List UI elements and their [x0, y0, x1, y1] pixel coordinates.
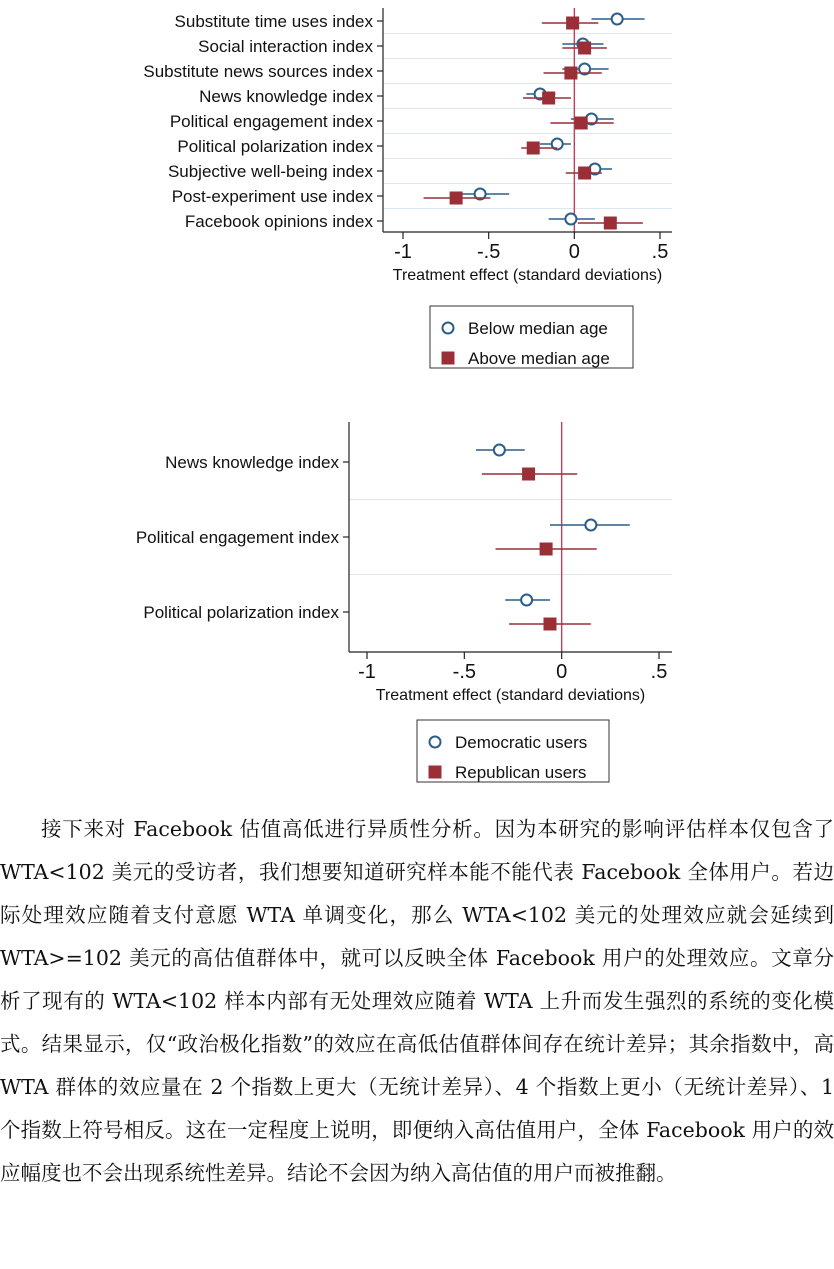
point-estimate-circle — [612, 14, 623, 25]
legend-label: Above median age — [468, 349, 610, 368]
point-estimate-square — [540, 543, 553, 556]
category-label: Political polarization index — [177, 137, 373, 156]
point-estimate-square — [542, 92, 555, 105]
x-tick-label: .5 — [651, 241, 669, 263]
category-label: News knowledge index — [199, 87, 373, 106]
x-tick-label: 0 — [568, 241, 580, 263]
point-estimate-circle — [585, 520, 596, 531]
x-tick-label: -1 — [358, 661, 376, 683]
category-label: Subjective well-being index — [167, 162, 373, 181]
x-tick-label: -.5 — [452, 661, 477, 683]
x-tick-label: -.5 — [476, 241, 501, 263]
point-estimate-circle — [521, 595, 532, 606]
legend-label: Below median age — [468, 319, 608, 338]
point-estimate-square — [566, 17, 579, 30]
legend-label: Republican users — [455, 763, 587, 782]
point-estimate-circle — [494, 445, 505, 456]
point-estimate-circle — [565, 214, 576, 225]
category-label: Political polarization index — [143, 603, 339, 622]
party-heterogeneity-chart — [0, 400, 834, 800]
body-paragraph: 接下来对 Facebook 估值高低进行异质性分析。因为本研究的影响评估样本仅包含了 WTA<102 美元的受访者，我们想要知道研究样本能不能代表 Facebook 全体用户。若边际处理效应随着支付意愿 WTA 单调变化，那么 WTA<102 美元的处理效应就会延续到 WTA>=102 美元的高估值群体中，就可以反映全体 Facebook 用户的处理效应。文章分析了现有的 WTA<102 样本内部有无处理效应随着 WTA 上升而发生强烈的系统的变化模式。结果显示，仅“政治极化指数”的效应在高低估值群体间存在统计差异；其余指数中，高 WTA 群体的效应量在 2 个指数上更大（无统计差异）、4 个指数上更小（无统计差异）、1 个指数上符号相反。这在一定程度上说明，即便纳入高估值用户，全体 Facebook 用户的效应幅度也不会出现系统性差异。结论不会因为纳入高估值的用户而被推翻。 — [0, 817, 834, 1185]
point-estimate-square — [450, 192, 463, 205]
point-estimate-square — [578, 167, 591, 180]
point-estimate-square — [604, 217, 617, 230]
category-label: Substitute time uses index — [174, 12, 373, 31]
legend-square-icon — [429, 766, 442, 779]
point-estimate-square — [564, 67, 577, 80]
x-tick-label: -1 — [394, 241, 412, 263]
category-label: News knowledge index — [165, 453, 339, 472]
x-tick-label: 0 — [556, 661, 568, 683]
point-estimate-square — [575, 117, 588, 130]
legend-square-icon — [442, 352, 455, 365]
legend-circle-icon — [430, 737, 441, 748]
age-heterogeneity-chart — [0, 0, 834, 380]
category-label: Social interaction index — [198, 37, 373, 56]
point-estimate-square — [522, 468, 535, 481]
category-label: Facebook opinions index — [184, 212, 373, 231]
x-axis-label: Treatment effect (standard deviations) — [392, 267, 663, 284]
category-label: Political engagement index — [169, 112, 373, 131]
point-estimate-square — [527, 142, 540, 155]
x-tick-label: .5 — [650, 661, 668, 683]
legend-circle-icon — [443, 323, 454, 334]
point-estimate-square — [578, 42, 591, 55]
category-label: Political engagement index — [135, 528, 339, 547]
category-label: Substitute news sources index — [143, 62, 373, 81]
point-estimate-square — [543, 618, 556, 631]
x-axis-label: Treatment effect (standard deviations) — [375, 687, 646, 704]
legend-label: Democratic users — [455, 733, 588, 752]
category-label: Post-experiment use index — [171, 187, 373, 206]
